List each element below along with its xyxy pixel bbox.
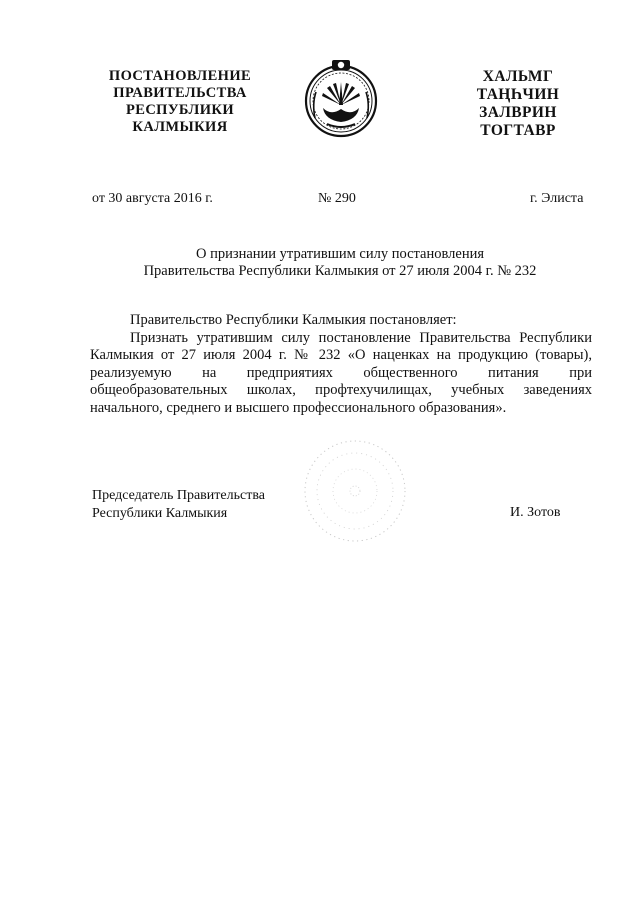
document-number: № 290 — [318, 191, 356, 206]
header-left-title — [100, 68, 260, 136]
body-paragraph: Правительство Республики Калмыкия постановляет: — [130, 312, 457, 328]
title-line: О признании утратившим силу постановления — [195, 246, 485, 262]
header-right-line: ЗАЛВРИН — [479, 104, 557, 121]
kalmykia-coat-of-arms-icon — [303, 58, 379, 140]
signatory-position-line: Республики Калмыкия — [92, 506, 228, 521]
header-left-line: ПРАВИТЕЛЬСТВА — [113, 85, 247, 101]
header-right-line: ХАЛЬМГ — [482, 68, 554, 85]
header-left-line: ПОСТАНОВЛЕНИЕ — [108, 68, 252, 84]
title-line: Правительства Республики Калмыкия от 27 июля 2004 г. № 232 — [143, 263, 537, 279]
header-right-line: ТОГТАВР — [480, 122, 556, 139]
document-date: от 30 августа 2016 г. — [92, 191, 213, 206]
header-left-line: КАЛМЫКИЯ — [132, 119, 228, 135]
body-paragraph: Признать утратившим силу постановление Правительства Республики Калмыкия от 27 июля 2004 г. № 232 «О наценках на продукцию (товары), реализуемую на предприятиях общественного питания при общеобразовательных школах, профтехучилищах, учебных заведениях начального, среднего и высшего профессионального образования». — [90, 329, 592, 416]
signatory-name: И. Зотов — [510, 505, 561, 520]
header-right-title — [468, 68, 568, 140]
document-city: г. Элиста — [530, 191, 584, 206]
header-right-line: ТАҢҺЧИН — [476, 86, 560, 103]
faded-seal-icon — [300, 436, 410, 546]
signatory-position — [92, 487, 265, 523]
header-left-line: РЕСПУБЛИКИ — [125, 102, 235, 118]
document-body — [90, 312, 592, 417]
signatory-position-line: Председатель Правительства — [92, 488, 265, 503]
document-title — [90, 246, 590, 280]
